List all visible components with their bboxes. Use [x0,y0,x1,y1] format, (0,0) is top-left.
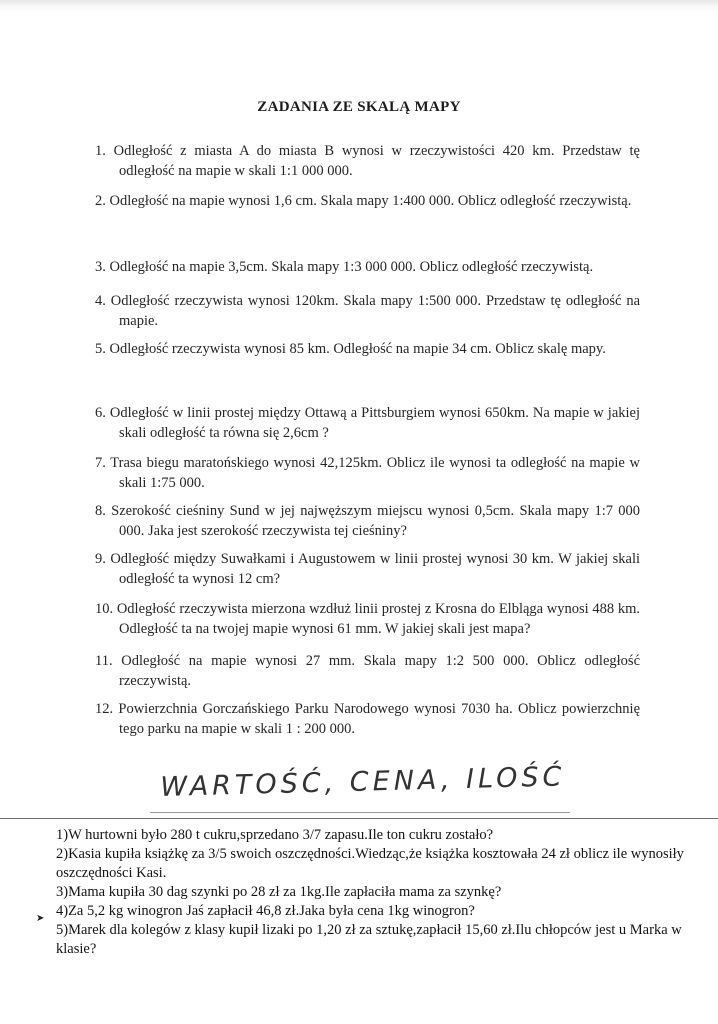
task-number: 12. [95,701,114,717]
task-1 [95,141,640,181]
task-number: 4. [95,293,106,309]
word-task-3: 3)Mama kupiła 30 dag szynki po 28 zł za 1kg.Ile zapłaciła mama za szynkę? [56,884,502,900]
task-7 [95,453,640,493]
word-task-2: 2)Kasia kupiła książkę za 3/5 swoich oszczędności.Wiedząc,że książka kosztowała 24 zł oblicz ile wynosiły oszczędności Kasi. [56,846,684,881]
task-text: Trasa biegu maratońskiego wynosi 42,125km. Oblicz ile wynosi ta odległość na mapie w skali 1:75 000. [110,455,640,491]
task-number: 11. [95,653,113,669]
task-12 [95,699,640,739]
task-text: Odległość na mapie wynosi 27 mm. Skala mapy 1:2 500 000. Oblicz odległość rzeczywistą. [119,653,640,689]
task-4 [95,291,640,331]
task-6 [95,403,640,443]
task-text: Odległość rzeczywista wynosi 85 km. Odległość na mapie 34 cm. Oblicz skalę mapy. [109,341,606,357]
task-text: Odległość w linii prostej między Ottawą a Pittsburgiem wynosi 650km. Na mapie w jakiej skali odległość ta równa się 2,6cm ? [109,405,640,441]
task-text: Odległość z miasta A do miasta B wynosi w rzeczywistości 420 km. Przedstaw tę odległość na mapie w skali 1:1 000 000. [113,143,640,179]
task-9 [95,549,640,589]
task-5 [95,339,640,359]
task-number: 9. [95,551,106,567]
handwritten-heading: WARTOŚĆ, CENA, ILOŚĆ [160,761,566,803]
word-task-4: 4)Za 5,2 kg winogron Jaś zapłacił 46,8 zł.Jaka była cena 1kg winogron? [56,903,475,919]
task-number: 7. [95,455,106,471]
task-number: 10. [95,601,114,617]
word-task-5: 5)Marek dla kolegów z klasy kupił lizaki po 1,20 zł za sztukę,zapłacił 15,60 zł.Ilu chłopców jest u Marka w klasie? [56,922,682,957]
task-text: Odległość między Suwałkami i Augustowem w linii prostej wynosi 30 km. W jakiej skali odległość ta wynosi 12 cm? [110,551,641,587]
word-task-1: 1)W hurtowni było 280 t cukru,sprzedano 3/7 zapasu.Ile ton cukru zostało? [56,827,494,843]
page-title: ZADANIA ZE SKALĄ MAPY [257,99,461,115]
task-text: Powierzchnia Gorczańskiego Parku Narodowego wynosi 7030 ha. Oblicz powierzchnię tego parku na mapie w skali 1 : 200 000. [118,701,641,737]
task-text: Odległość na mapie 3,5cm. Skala mapy 1:3 000 000. Oblicz odległość rzeczywistą. [109,259,594,275]
section-divider [0,818,718,819]
margin-mark-icon: ➤ [36,913,45,924]
task-number: 6. [95,405,106,421]
task-11 [95,651,640,691]
handwritten-underline [150,812,570,813]
task-text: Szerokość cieśniny Sund w jej najwęższym miejscu wynosi 0,5cm. Skala mapy 1:7 000 000. Jaka jest szerokość rzeczywista tej cieśniny? [111,503,640,539]
task-10 [95,599,640,639]
task-8 [95,501,640,541]
task-number: 3. [95,259,106,275]
task-text: Odległość na mapie wynosi 1,6 cm. Skala mapy 1:400 000. Oblicz odległość rzeczywistą. [109,193,632,209]
task-number: 8. [95,503,106,519]
task-number: 2. [95,193,106,209]
task-number: 5. [95,341,106,357]
task-2 [95,191,640,211]
task-text: Odległość rzeczywista wynosi 120km. Skala mapy 1:500 000. Przedstaw tę odległość na mapie. [110,293,641,329]
task-3 [95,257,640,277]
task-number: 1. [95,143,106,159]
task-text: Odległość rzeczywista mierzona wzdłuż linii prostej z Krosna do Elbląga wynosi 488 km. Odległość ta na twojej mapie wynosi 61 mm. W jakiej skali jest mapa? [116,601,640,637]
